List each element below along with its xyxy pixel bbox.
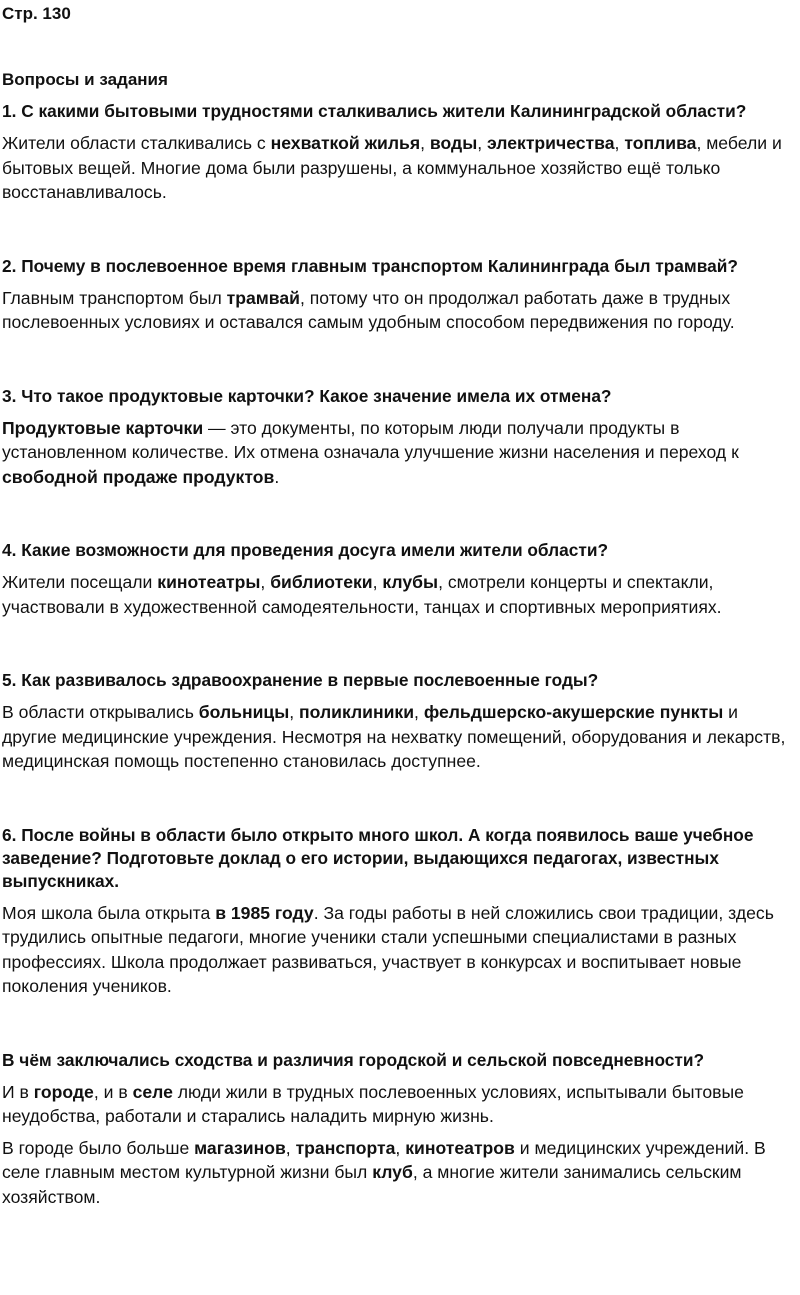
question-7: В чём заключались сходства и различия городской и сельской повседневности?: [2, 1049, 705, 1070]
bold-term: поликлиники: [299, 702, 415, 722]
bold-term: Продуктовые карточки: [2, 417, 204, 438]
bold-term: трамвай: [226, 287, 300, 308]
bold-term: больницы: [198, 702, 290, 722]
question-4: 4. Какие возможности для проведения досуга имели жители области?: [2, 540, 609, 560]
answer-7-part-2: В городе было больше магазинов, транспорта, кинотеатров и медицинских учреждений. В селе главным местом культурной жизни был клуб, а многие жители занимались сельским хозяйством.: [2, 1137, 766, 1207]
bold-term: кинотеатров: [405, 1137, 515, 1158]
spacer: [2, 489, 796, 530]
spacer: [2, 335, 796, 376]
bold-term: свободной продаже продуктов: [2, 466, 275, 487]
spacer: [2, 619, 796, 660]
bold-term: клуб: [372, 1162, 413, 1182]
qa-block-4: [2, 539, 796, 619]
bold-term: клубы: [382, 572, 439, 592]
qa-block-3: [2, 385, 796, 490]
bold-term: электричества: [487, 133, 615, 153]
qa-list: [2, 100, 796, 1209]
question-2: 2. Почему в послевоенное время главным транспортом Калининграда был трамвай?: [2, 255, 738, 276]
question-3: 3. Что такое продуктовые карточки? Какое значение имела их отмена?: [2, 385, 612, 406]
bold-term: кинотеатры: [157, 572, 261, 592]
bold-term: фельдшерско-акушерские пункты: [423, 702, 724, 722]
page-number: Стр. 130: [2, 4, 71, 23]
bold-term: топлива: [624, 133, 697, 153]
question-1: 1. С какими бытовыми трудностями сталкивались жители Калининградской области?: [2, 101, 747, 121]
question-5: 5. Как развивалось здравоохранение в первые послевоенные годы?: [2, 670, 599, 690]
bold-term: воды: [429, 133, 478, 153]
answer-5: В области открывались больницы, поликлиники, фельдшерско-акушерские пункты и другие медицинские учреждения. Несмотря на нехватку помещений, оборудования и лекарств, медицинская помощь постепенно становилась доступнее.: [2, 702, 786, 771]
qa-block-5: [2, 669, 796, 774]
qa-block-1: [2, 100, 796, 205]
answer-6: Моя школа была открыта в 1985 году. За годы работы в ней сложились свои традиции, здесь трудились опытные педагоги, многие ученики стали успешными специалистами в разных профессиях. Школа продолжает развиваться, участвует в конкурсах и воспитывает новые поколения учеников.: [2, 902, 774, 996]
answer-3: Продуктовые карточки — это документы, по которым люди получали продукты в установленном количестве. Их отмена означала улучшение жизни населения и переход к свободной продаже продуктов.: [2, 417, 739, 487]
spacer: [2, 205, 796, 246]
bold-term: селе: [132, 1081, 173, 1102]
question-6: 6. После войны в области было открыто много школ. А когда появилось ваше учебное заведение? Подготовьте доклад о его истории, выдающихся педагогах, известных выпускниках.: [2, 824, 754, 891]
answer-4: Жители посещали кинотеатры, библиотеки, клубы, смотрели концерты и спектакли, участвовали в художественной самодеятельности, танцах и спортивных мероприятиях.: [2, 572, 722, 617]
answer-2: Главным транспортом был трамвай, потому что он продолжал работать даже в трудных послевоенных условиях и оставался самым удобным способом передвижения по городу.: [2, 287, 735, 332]
qa-block-6: [2, 824, 796, 999]
bold-term: в 1985 году: [215, 902, 314, 923]
bold-term: транспорта: [295, 1137, 396, 1158]
qa-block-7: [2, 1049, 796, 1210]
answer-7: И в городе, и в селе люди жили в трудных послевоенных условиях, испытывали бытовые неудобства, работали и старались наладить мирную жизнь.: [2, 1081, 744, 1126]
section-title: Вопросы и задания: [2, 70, 168, 89]
answer-1: Жители области сталкивались с нехваткой жилья, воды, электричества, топлива, мебели и бытовых вещей. Многие дома были разрушены, а коммунальное хозяйство ещё только восстанавливалось.: [2, 133, 782, 202]
spacer: [2, 774, 796, 815]
bold-term: городе: [33, 1081, 94, 1102]
bold-term: магазинов: [194, 1137, 286, 1158]
bold-term: библиотеки: [270, 572, 373, 592]
spacer: [2, 999, 796, 1040]
qa-block-2: [2, 255, 796, 335]
bold-term: нехваткой жилья: [270, 133, 421, 153]
